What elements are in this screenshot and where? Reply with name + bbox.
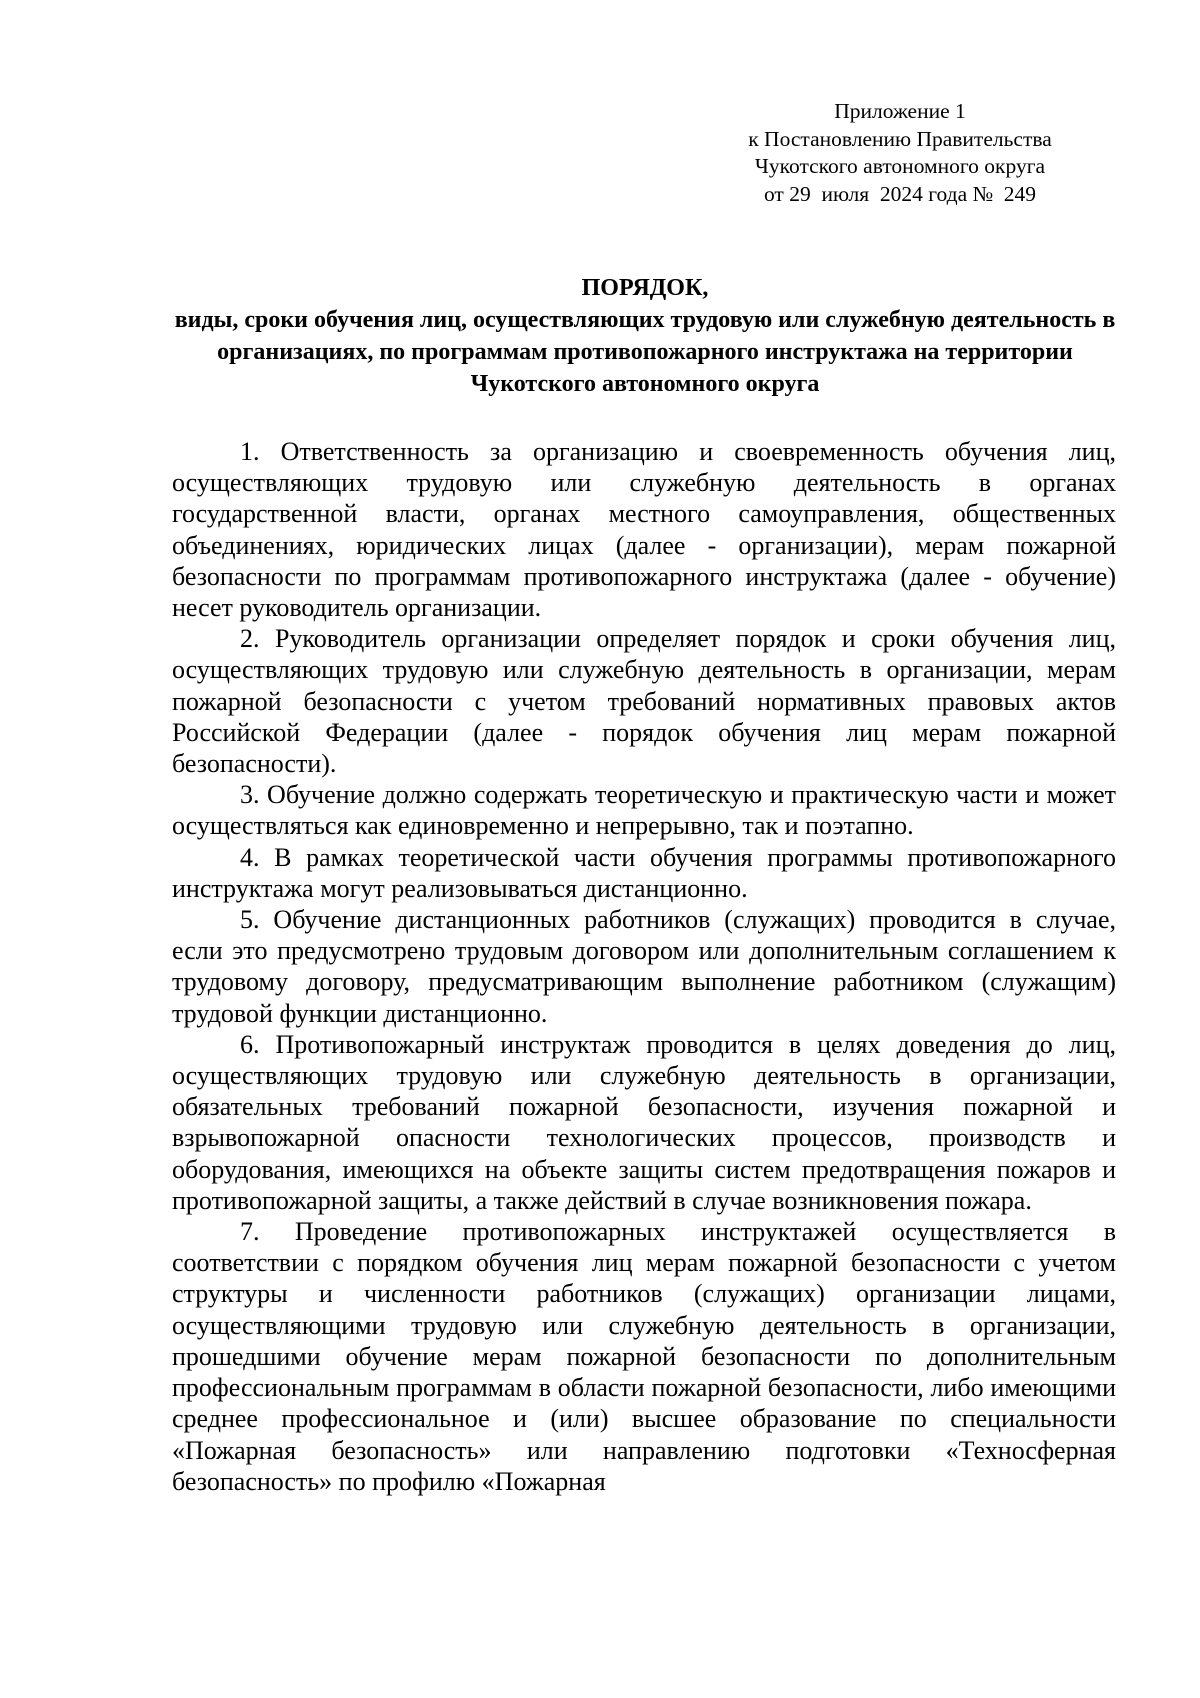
paragraph-6: 6. Противопожарный инструктаж проводится в целях доведения до лиц, осуществляющих трудовую или служебную деятельность в организации, обязательных требований пожарной безопасности, изучения пожарной и взрывопожарной опасности технологических процессов, производств и оборудования, имеющихся на объекте защиты систем предотвращения пожаров и противопожарной защиты, а также действий в случае возникновения пожара. bbox=[172, 1029, 1116, 1215]
appendix-header bbox=[700, 98, 1100, 208]
appendix-line-region: Чукотского автономного округа bbox=[754, 154, 1046, 178]
paragraph-5: 5. Обучение дистанционных работников (служащих) проводится в случае, если это предусмотрено трудовым договором или дополнительным соглашением к трудовому договору, предусматривающим выполнение работником (служащим) трудовой функции дистанционно. bbox=[172, 905, 1116, 1028]
appendix-line-date: от 29 июля 2024 года № 249 bbox=[763, 181, 1037, 206]
paragraph-4: 4. В рамках теоретической части обучения программы противопожарного инструктажа могут реализовываться дистанционно. bbox=[172, 842, 1116, 903]
appendix-line-number: Приложение 1 bbox=[834, 99, 966, 123]
appendix-line-reference: к Постановлению Правительства bbox=[748, 126, 1052, 151]
paragraph-2: 2. Руководитель организации определяет порядок и сроки обучения лиц, осуществляющих трудовую или служебную деятельность в организации, мерам пожарной безопасности с учетом требований нормативных правовых актов Российской Федерации (далее - порядок обучения лиц мерам пожарной безопасности). bbox=[172, 624, 1116, 779]
paragraph-1: 1. Ответственность за организацию и своевременность обучения лиц, осуществляющих трудовую или служебную деятельность в органах государственной власти, органах местного самоуправления, общественных объединениях, юридических лицах (далее - организации), мерам пожарной безопасности по программам противопожарного инструктажа (далее - обучение) несет руководитель организации. bbox=[172, 437, 1116, 623]
paragraph-3: 3. Обучение должно содержать теоретическую и практическую части и может осуществляться как единовременно и непрерывно, так и поэтапно. bbox=[172, 780, 1116, 841]
title-subtitle: виды, сроки обучения лиц, осуществляющих трудовую или служебную деятельность в организациях, по программам противопожарного инструктажа на территории Чукотского автономного округа bbox=[174, 307, 1116, 397]
document-body bbox=[172, 436, 1116, 1497]
paragraph-7: 7. Проведение противопожарных инструктажей осуществляется в соответствии с порядком обучения лиц мерам пожарной безопасности с учетом структуры и численности работников (служащих) организации лицами, осуществляющими трудовую или служебную деятельность в организации, прошедшими обучение мерам пожарной безопасности по дополнительным профессиональным программам в области пожарной безопасности, либо имеющими среднее профессиональное и (или) высшее образование по специальности «Пожарная безопасность» или направлению подготовки «Техносферная безопасность» по профилю «Пожарная bbox=[172, 1217, 1116, 1496]
document-title bbox=[160, 272, 1130, 400]
title-heading: ПОРЯДОК, bbox=[581, 275, 709, 301]
